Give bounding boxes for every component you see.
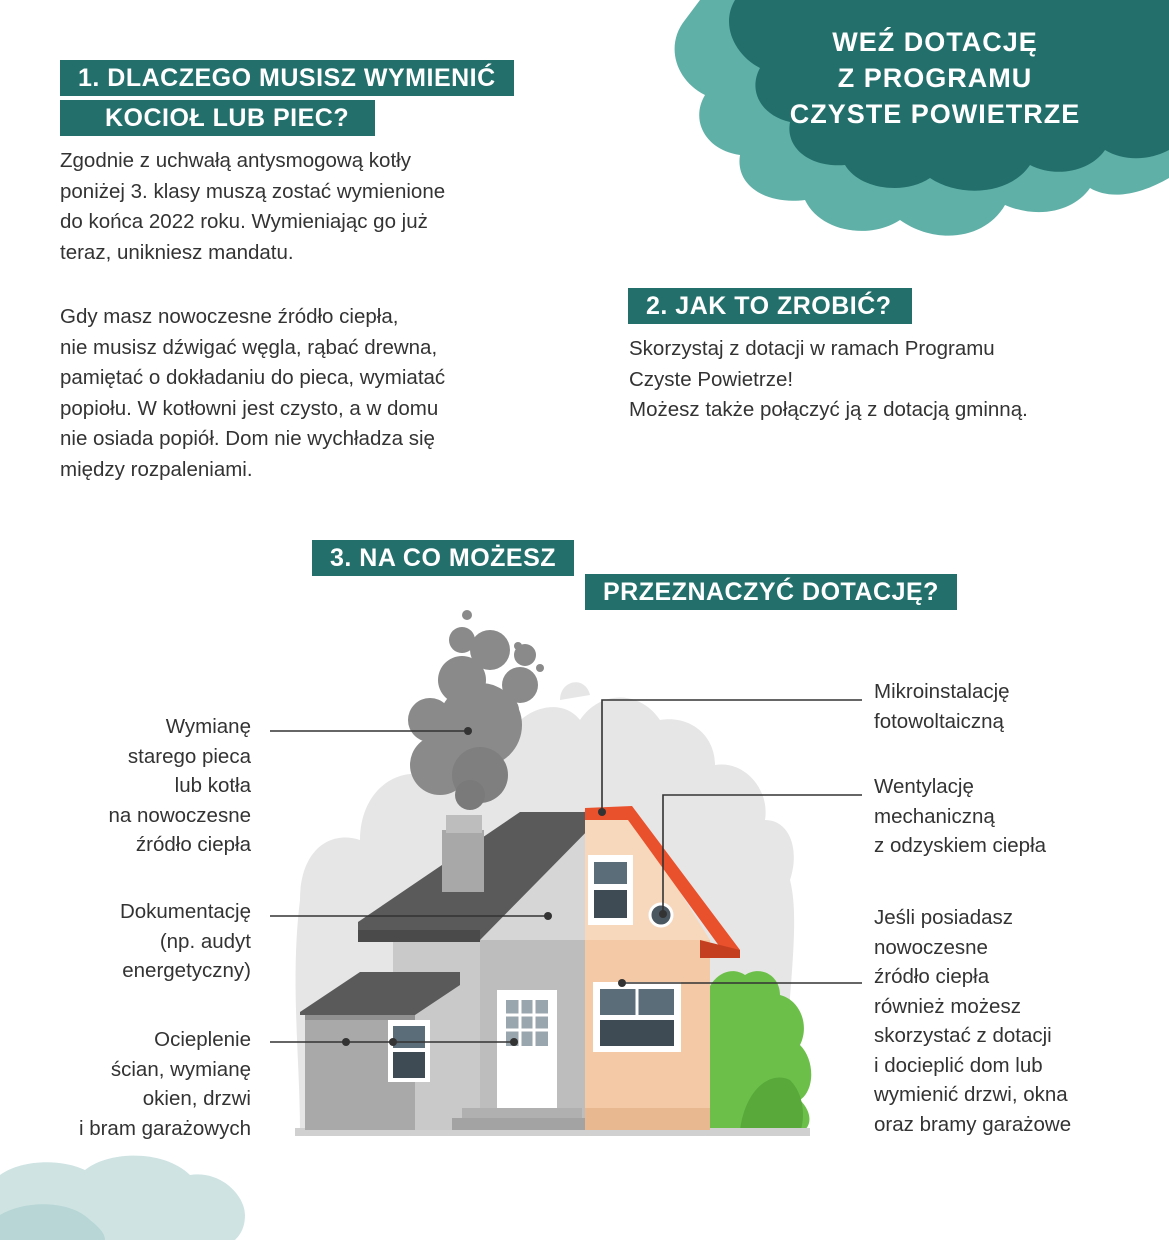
cloud-bottom-shape (0, 1156, 245, 1240)
label-photovoltaic: Mikroinstalację fotowoltaiczną (874, 680, 1010, 733)
section1-heading-line2: KOCIOŁ LUB PIEC? (60, 100, 375, 136)
label-boiler-replacement: Wymianę starego pieca lub kotła na nowoczesne źródło ciepła (108, 715, 251, 856)
cloud-title: WEŹ DOTACJĘ Z PROGRAMU CZYSTE POWIETRZE (789, 27, 1081, 129)
label-insulation: Ocieplenie ścian, wymianę okien, drzwi i bram garażowych (78, 1028, 251, 1140)
section1-paragraph1: Zgodnie z uchwałą antysmogową kotły poniżej 3. klasy muszą zostać wymienione do końca 2022 roku. Wymieniając go już teraz, unikniesz mandatu. (60, 149, 446, 264)
section1-paragraph2: Gdy masz nowoczesne źródło ciepła, nie musisz dźwigać węgla, rąbać drewna, pamiętać o dokładaniu do pieca, wymiatać popiołu. W kotłowni jest czysto, a w domu nie osiada popiół. Dom nie wychładza się między rozpaleniami. (60, 305, 446, 481)
section3-heading-line1: 3. NA CO MOŻESZ (312, 540, 574, 576)
section1-heading-line1: 1. DLACZEGO MUSISZ WYMIENIĆ (60, 60, 514, 96)
label-ventilation: Wentylację mechaniczną z odzyskiem ciepła (874, 775, 1047, 857)
label-documentation: Dokumentację (np. audyt energetyczny) (119, 900, 251, 982)
section3-heading-line2: PRZEZNACZYĆ DOTACJĘ? (585, 574, 957, 610)
label-modern-heat-source: Jeśli posiadasz nowoczesne źródło ciepła również możesz skorzystać z dotacji i docieplić dom lub wymienić drzwi, okna oraz bramy garażowe (874, 906, 1072, 1136)
bush (705, 971, 811, 1132)
section2-heading: 2. JAK TO ZROBIĆ? (628, 288, 912, 324)
section2-paragraph: Skorzystaj z dotacji w ramach Programu Czyste Powietrze! Możesz także połączyć ją z dotacją gminną. (629, 337, 1028, 421)
